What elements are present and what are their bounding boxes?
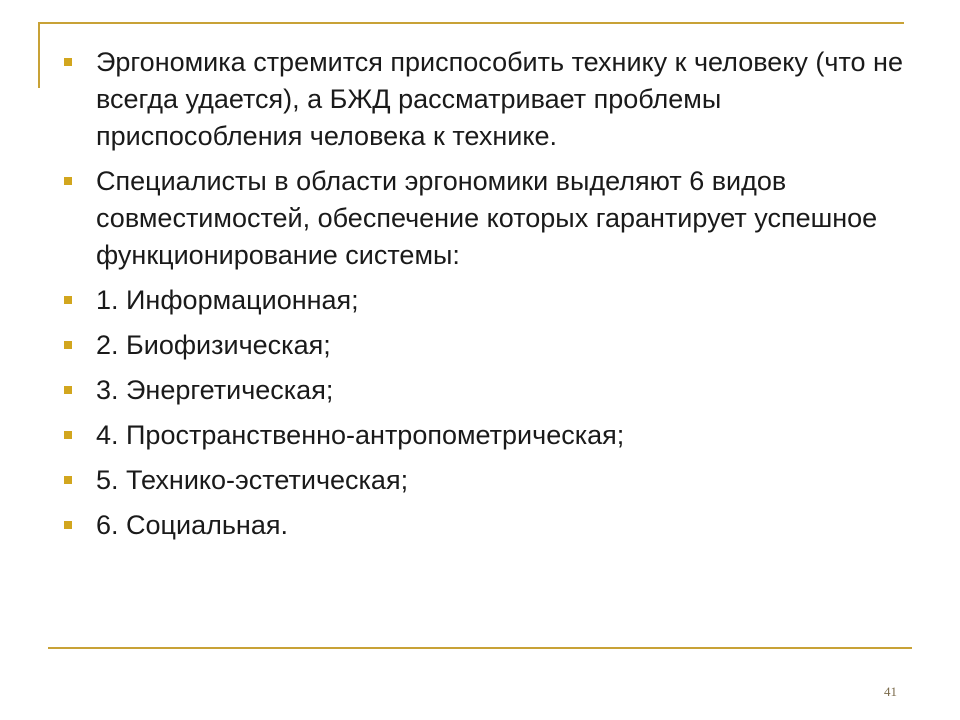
bullet-text: Эргономика стремится приспособить технику к человеку (что не всегда удается), а БЖД рассматривает проблемы приспособления человека к технике. [96, 47, 903, 151]
bullet-item [60, 327, 920, 364]
bullet-item [60, 417, 920, 454]
slide-content [60, 44, 920, 552]
bullet-item [60, 44, 920, 155]
bullet-text: 4. Пространственно-антропометрическая; [96, 420, 625, 450]
bullet-text: Специалисты в области эргономики выделяют 6 видов совместимостей, обеспечение которых гарантирует успешное функционирование системы: [96, 166, 878, 270]
bullet-item [60, 372, 920, 409]
bullet-text: 3. Энергетическая; [96, 375, 334, 405]
square-bullet-icon [64, 177, 72, 185]
square-bullet-icon [64, 431, 72, 439]
bullet-item [60, 507, 920, 544]
bullet-text: 6. Социальная. [96, 510, 288, 540]
bullet-text: 5. Технико-эстетическая; [96, 465, 409, 495]
square-bullet-icon [64, 521, 72, 529]
square-bullet-icon [64, 341, 72, 349]
bullet-item [60, 282, 920, 319]
square-bullet-icon [64, 58, 72, 66]
bullet-text: 2. Биофизическая; [96, 330, 331, 360]
bullet-item [60, 163, 920, 274]
left-accent-line [38, 22, 40, 88]
bullet-text: 1. Информационная; [96, 285, 359, 315]
square-bullet-icon [64, 386, 72, 394]
page-number: 41 [884, 684, 897, 699]
bullet-item [60, 462, 920, 499]
square-bullet-icon [64, 296, 72, 304]
square-bullet-icon [64, 476, 72, 484]
top-divider-line [38, 22, 904, 24]
bottom-divider-line [48, 647, 912, 649]
